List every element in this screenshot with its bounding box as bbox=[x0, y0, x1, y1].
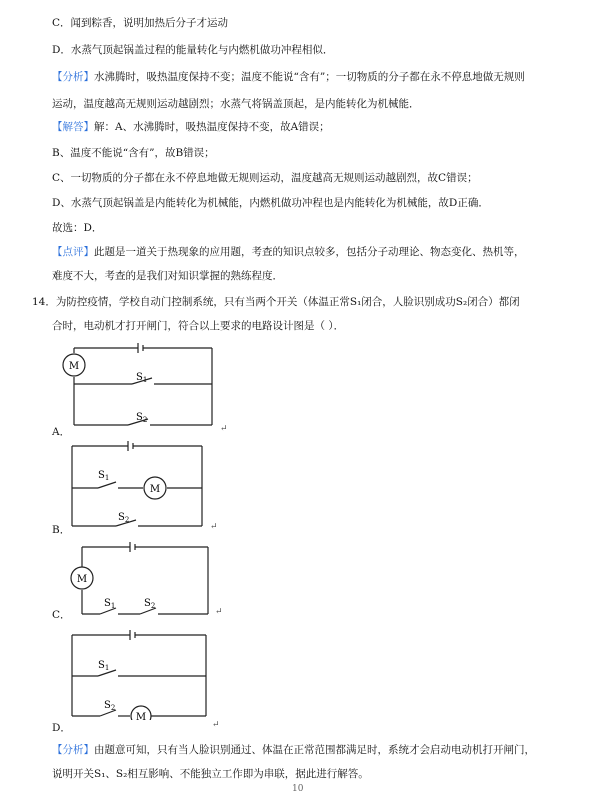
analysis-line-2: 运动，温度越高无规则运动越剧烈；水蒸气将锅盖顶起，是内能转化为机械能． bbox=[52, 98, 420, 110]
motor-label: M bbox=[135, 712, 147, 720]
comment-line-1 bbox=[52, 245, 525, 259]
comment-tag: 【点评】 bbox=[52, 246, 94, 258]
answer-line-1 bbox=[52, 120, 330, 134]
comment-line-2: 难度不大，考查的是我们对知识掌握的熟练程度． bbox=[52, 270, 283, 282]
switch-s2-label: $S_2$ bbox=[144, 598, 156, 610]
bottom-analysis-text-1: 由题意可知，只有当人脸识别通过、体温在正常范围都满足时，系统才会启动电动机打开闸门， bbox=[94, 744, 535, 756]
answer-text-1: 解：A、水沸腾时，吸热温度保持不变，故A错误； bbox=[94, 121, 330, 133]
switch-s1-label: $S_1$ bbox=[104, 598, 116, 610]
comment-text-1: 此题是一道关于热现象的应用题，考查的知识点较多，包括分子动理论、物态变化、热机等， bbox=[94, 246, 525, 258]
question-14-line-2: 合时，电动机才打开闸门，符合以上要求的电路设计图是（ ）． bbox=[52, 320, 345, 332]
bottom-analysis-tag: 【分析】 bbox=[52, 744, 94, 756]
answer-line-2: B、温度不能说“含有”，故B错误； bbox=[52, 147, 215, 159]
bottom-analysis-line-2: 说明开关S₁、S₂相互影响、不能独立工作即为串联，据此进行解答。 bbox=[52, 768, 369, 780]
para-mark: ↵ bbox=[210, 522, 218, 532]
question-14-line-1 bbox=[32, 295, 520, 309]
motor-label: M bbox=[76, 574, 88, 585]
analysis-text-1: 水沸腾时，吸热温度保持不变；温度不能说“含有”；一切物质的分子都在永不停息地做无规则 bbox=[94, 71, 525, 83]
option-a-label: A． bbox=[52, 426, 71, 438]
circuit-c bbox=[60, 540, 220, 620]
analysis-line-1 bbox=[52, 70, 525, 84]
option-d-label: D． bbox=[52, 722, 71, 734]
option-c-label: C． bbox=[52, 609, 71, 621]
motor-label: M bbox=[149, 484, 161, 495]
answer-line-3: C、一切物质的分子都在永不停息地做无规则运动，温度越高无规则运动越剧烈，故C错误； bbox=[52, 172, 478, 184]
switch-s1-label: $S_1$ bbox=[98, 660, 110, 672]
question-14-text-1: 为防控疫情，学校自动门控制系统，只有当两个开关（体温正常S₁闭合，人脸识别成功S₂闭合）都闭 bbox=[55, 296, 520, 308]
option-c: C．闻到粽香，说明加热后分子才运动 bbox=[52, 17, 229, 29]
para-mark: ↵ bbox=[212, 720, 220, 730]
question-number: 14． bbox=[32, 296, 56, 308]
switch-s2-label: $S_2$ bbox=[136, 412, 148, 424]
bottom-analysis-line-1 bbox=[52, 743, 535, 757]
page-number: 10 bbox=[292, 784, 304, 794]
answer-tag: 【解答】 bbox=[52, 121, 94, 133]
answer-line-4: D、水蒸气顶起锅盖是内能转化为机械能，内燃机做功冲程也是内能转化为机械能，故D正确． bbox=[52, 197, 489, 209]
switch-s2-label: $S_2$ bbox=[104, 700, 116, 712]
option-d: D．水蒸气顶起锅盖过程的能量转化与内燃机做功冲程相似． bbox=[52, 44, 334, 56]
para-mark: ↵ bbox=[215, 607, 223, 617]
option-b-label: B． bbox=[52, 524, 71, 536]
switch-s1-label: $S_1$ bbox=[98, 470, 110, 482]
switch-s1-label: $S_1$ bbox=[136, 372, 148, 384]
motor-label: M bbox=[68, 361, 80, 372]
switch-s2-label: $S_2$ bbox=[118, 512, 130, 524]
para-mark: ↵ bbox=[220, 424, 228, 434]
analysis-tag: 【分析】 bbox=[52, 71, 94, 83]
circuit-d bbox=[60, 628, 220, 720]
circuit-a bbox=[60, 340, 220, 430]
circuit-b bbox=[60, 440, 220, 530]
answer-line-5: 故选：D． bbox=[52, 222, 103, 234]
